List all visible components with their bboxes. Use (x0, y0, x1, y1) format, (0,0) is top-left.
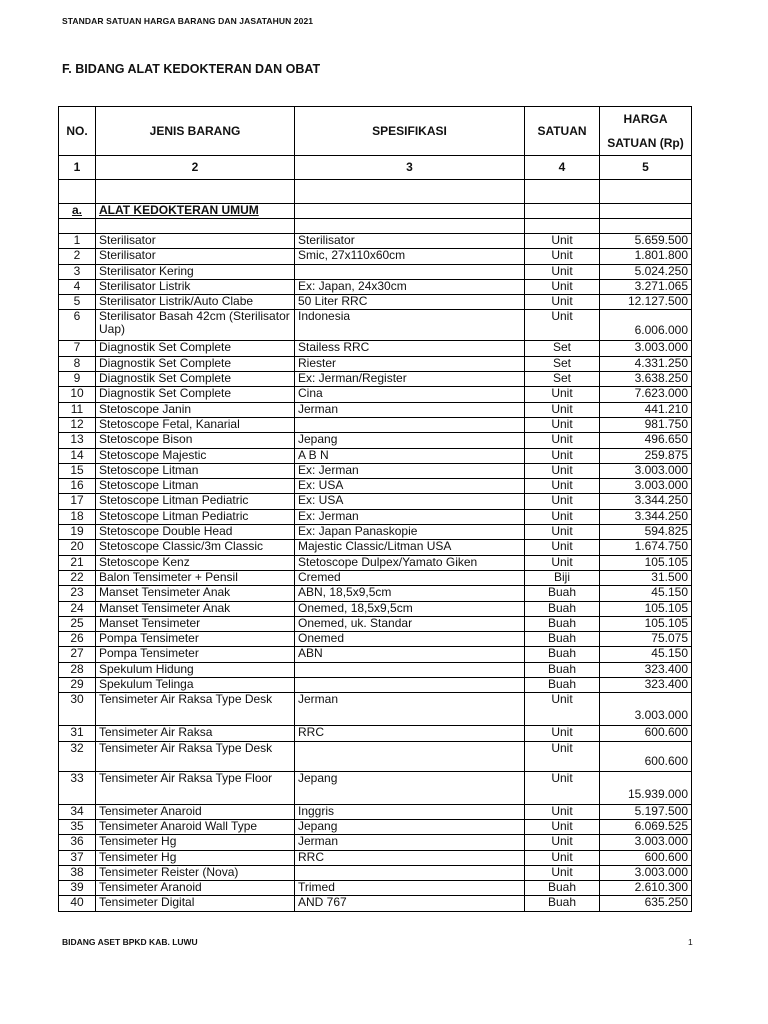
item-harga: 3.003.000 (600, 341, 692, 356)
item-jenis: Stetoscope Litman Pediatric (96, 494, 295, 509)
item-no: 24 (59, 601, 96, 616)
item-no: 4 (59, 279, 96, 294)
item-no: 8 (59, 356, 96, 371)
col-header-no: NO. (59, 107, 96, 156)
table-row (59, 463, 692, 478)
table-row (59, 741, 692, 771)
item-jenis: Sterilisator Basah 42cm (Sterilisator Uap) (96, 310, 295, 341)
item-no: 35 (59, 819, 96, 834)
item-spesifikasi: AND 767 (295, 896, 525, 911)
item-jenis: Stetoscope Janin (96, 402, 295, 417)
item-harga: 105.105 (600, 601, 692, 616)
item-no: 6 (59, 310, 96, 341)
col-header-jenis: JENIS BARANG (96, 107, 295, 156)
item-harga: 5.197.500 (600, 804, 692, 819)
item-harga: 3.003.000 (600, 693, 692, 726)
item-spesifikasi: Majestic Classic/Litman USA (295, 540, 525, 555)
item-harga: 1.674.750 (600, 540, 692, 555)
table-row (59, 616, 692, 631)
table-row (59, 662, 692, 677)
item-harga: 600.600 (600, 726, 692, 741)
item-harga: 45.150 (600, 647, 692, 662)
item-jenis: Diagnostik Set Complete (96, 356, 295, 371)
col-number: 4 (525, 156, 600, 180)
item-satuan: Unit (525, 726, 600, 741)
table-row (59, 804, 692, 819)
item-no: 17 (59, 494, 96, 509)
table-row (59, 341, 692, 356)
item-jenis: Stetoscope Kenz (96, 555, 295, 570)
item-jenis: Stetoscope Litman (96, 479, 295, 494)
table-row (59, 264, 692, 279)
item-no: 10 (59, 387, 96, 402)
item-spesifikasi: Ex: Japan, 24x30cm (295, 279, 525, 294)
item-jenis: Manset Tensimeter (96, 616, 295, 631)
item-jenis: Sterilisator Listrik (96, 279, 295, 294)
item-spesifikasi (295, 662, 525, 677)
item-satuan: Unit (525, 819, 600, 834)
item-satuan: Unit (525, 295, 600, 310)
table-row (59, 402, 692, 417)
item-spesifikasi: ABN (295, 647, 525, 662)
item-harga: 5.024.250 (600, 264, 692, 279)
item-spesifikasi: A B N (295, 448, 525, 463)
item-no: 36 (59, 835, 96, 850)
item-satuan: Buah (525, 662, 600, 677)
item-spesifikasi: Jerman (295, 835, 525, 850)
table-row (59, 850, 692, 865)
col-header-harga (600, 107, 692, 156)
item-harga: 15.939.000 (600, 771, 692, 804)
table-row (59, 570, 692, 585)
item-satuan: Buah (525, 601, 600, 616)
item-satuan: Buah (525, 896, 600, 911)
item-satuan: Unit (525, 741, 600, 771)
item-jenis: Tensimeter Air Raksa (96, 726, 295, 741)
item-satuan: Unit (525, 540, 600, 555)
table-row (59, 310, 692, 341)
item-harga: 31.500 (600, 570, 692, 585)
col-header-spesifikasi: SPESIFIKASI (295, 107, 525, 156)
item-spesifikasi: Ex: Jerman (295, 509, 525, 524)
item-jenis: Tensimeter Hg (96, 835, 295, 850)
price-table (58, 106, 692, 912)
spacer-row (59, 219, 692, 234)
col-header-satuan: SATUAN (525, 107, 600, 156)
item-jenis: Tensimeter Air Raksa Type Desk (96, 741, 295, 771)
item-satuan: Unit (525, 249, 600, 264)
item-harga: 2.610.300 (600, 881, 692, 896)
item-no: 19 (59, 525, 96, 540)
item-satuan: Set (525, 341, 600, 356)
item-no: 34 (59, 804, 96, 819)
item-no: 16 (59, 479, 96, 494)
item-jenis: Sterilisator (96, 234, 295, 249)
table-row (59, 647, 692, 662)
table-row (59, 234, 692, 249)
item-no: 3 (59, 264, 96, 279)
table-row (59, 372, 692, 387)
item-harga: 600.600 (600, 850, 692, 865)
item-spesifikasi: Indonesia (295, 310, 525, 341)
item-spesifikasi: Jerman (295, 402, 525, 417)
item-satuan: Buah (525, 647, 600, 662)
item-satuan: Unit (525, 693, 600, 726)
item-harga: 259.875 (600, 448, 692, 463)
item-satuan: Unit (525, 865, 600, 880)
item-no: 2 (59, 249, 96, 264)
item-spesifikasi: Onemed, uk. Standar (295, 616, 525, 631)
item-spesifikasi: Cina (295, 387, 525, 402)
item-no: 22 (59, 570, 96, 585)
item-satuan: Unit (525, 804, 600, 819)
table-row (59, 417, 692, 432)
item-no: 38 (59, 865, 96, 880)
item-satuan: Unit (525, 264, 600, 279)
item-spesifikasi: Onemed (295, 632, 525, 647)
table-row (59, 678, 692, 693)
item-satuan: Buah (525, 586, 600, 601)
item-spesifikasi (295, 678, 525, 693)
item-spesifikasi: Stailess RRC (295, 341, 525, 356)
item-jenis: Pompa Tensimeter (96, 647, 295, 662)
table-row (59, 726, 692, 741)
item-jenis: Stetoscope Litman (96, 463, 295, 478)
item-no: 15 (59, 463, 96, 478)
item-jenis: Spekulum Telinga (96, 678, 295, 693)
table-row (59, 819, 692, 834)
item-harga: 6.006.000 (600, 310, 692, 341)
item-no: 14 (59, 448, 96, 463)
item-harga: 594.825 (600, 525, 692, 540)
item-satuan: Unit (525, 387, 600, 402)
item-harga: 323.400 (600, 662, 692, 677)
item-spesifikasi: RRC (295, 850, 525, 865)
item-spesifikasi (295, 264, 525, 279)
item-jenis: Manset Tensimeter Anak (96, 601, 295, 616)
item-jenis: Manset Tensimeter Anak (96, 586, 295, 601)
item-harga: 6.069.525 (600, 819, 692, 834)
item-harga: 75.075 (600, 632, 692, 647)
col-number: 1 (59, 156, 96, 180)
item-jenis: Balon Tensimeter + Pensil (96, 570, 295, 585)
item-satuan: Unit (525, 494, 600, 509)
item-spesifikasi: Ex: Jerman (295, 463, 525, 478)
column-number-row (59, 156, 692, 180)
item-satuan: Unit (525, 234, 600, 249)
table-row (59, 771, 692, 804)
item-jenis: Stetoscope Majestic (96, 448, 295, 463)
item-satuan: Buah (525, 881, 600, 896)
item-no: 20 (59, 540, 96, 555)
item-harga: 7.623.000 (600, 387, 692, 402)
item-spesifikasi: Jerman (295, 693, 525, 726)
table-row (59, 249, 692, 264)
item-no: 29 (59, 678, 96, 693)
item-harga: 5.659.500 (600, 234, 692, 249)
item-jenis: Tensimeter Air Raksa Type Floor (96, 771, 295, 804)
item-no: 25 (59, 616, 96, 631)
item-satuan: Unit (525, 771, 600, 804)
item-jenis: Tensimeter Air Raksa Type Desk (96, 693, 295, 726)
item-spesifikasi: Ex: Jerman/Register (295, 372, 525, 387)
table-row (59, 509, 692, 524)
table-row (59, 279, 692, 294)
item-satuan: Unit (525, 310, 600, 341)
item-satuan: Set (525, 356, 600, 371)
col-number: 3 (295, 156, 525, 180)
item-no: 30 (59, 693, 96, 726)
table-row (59, 896, 692, 911)
item-no: 26 (59, 632, 96, 647)
item-jenis: Pompa Tensimeter (96, 632, 295, 647)
item-jenis: Stetoscope Bison (96, 433, 295, 448)
item-satuan: Unit (525, 509, 600, 524)
item-harga: 3.003.000 (600, 865, 692, 880)
item-spesifikasi: Ex: USA (295, 494, 525, 509)
item-satuan: Unit (525, 835, 600, 850)
item-no: 27 (59, 647, 96, 662)
item-harga: 12.127.500 (600, 295, 692, 310)
item-jenis: Stetoscope Fetal, Kanarial (96, 417, 295, 432)
item-spesifikasi (295, 741, 525, 771)
item-spesifikasi: RRC (295, 726, 525, 741)
item-harga: 3.003.000 (600, 479, 692, 494)
item-spesifikasi: Stetoscope Dulpex/Yamato Giken (295, 555, 525, 570)
item-satuan: Unit (525, 479, 600, 494)
item-harga: 3.003.000 (600, 463, 692, 478)
col-number: 5 (600, 156, 692, 180)
col-number: 2 (96, 156, 295, 180)
item-spesifikasi: Jepang (295, 433, 525, 448)
item-jenis: Tensimeter Hg (96, 850, 295, 865)
item-spesifikasi: Onemed, 18,5x9,5cm (295, 601, 525, 616)
table-row (59, 881, 692, 896)
item-satuan: Buah (525, 632, 600, 647)
item-spesifikasi (295, 417, 525, 432)
item-harga: 441.210 (600, 402, 692, 417)
item-satuan: Unit (525, 279, 600, 294)
item-no: 23 (59, 586, 96, 601)
item-no: 37 (59, 850, 96, 865)
item-jenis: Tensimeter Digital (96, 896, 295, 911)
item-harga: 105.105 (600, 616, 692, 631)
col-header-harga-line1: HARGA (623, 112, 668, 126)
category-label: ALAT KEDOKTERAN UMUM (96, 204, 295, 219)
table-row (59, 525, 692, 540)
item-jenis: Tensimeter Anaroid (96, 804, 295, 819)
item-jenis: Tensimeter Aranoid (96, 881, 295, 896)
category-code: a. (59, 204, 96, 219)
table-row (59, 356, 692, 371)
item-harga: 3.271.065 (600, 279, 692, 294)
item-satuan: Set (525, 372, 600, 387)
item-no: 31 (59, 726, 96, 741)
table-row (59, 433, 692, 448)
item-jenis: Diagnostik Set Complete (96, 372, 295, 387)
item-jenis: Diagnostik Set Complete (96, 387, 295, 402)
item-jenis: Stetoscope Double Head (96, 525, 295, 540)
table-row (59, 540, 692, 555)
item-jenis: Stetoscope Litman Pediatric (96, 509, 295, 524)
table-row (59, 387, 692, 402)
item-spesifikasi: 50 Liter RRC (295, 295, 525, 310)
item-harga: 4.331.250 (600, 356, 692, 371)
item-jenis: Sterilisator (96, 249, 295, 264)
table-row (59, 693, 692, 726)
item-satuan: Unit (525, 433, 600, 448)
item-harga: 600.600 (600, 741, 692, 771)
item-spesifikasi: ABN, 18,5x9,5cm (295, 586, 525, 601)
item-harga: 3.344.250 (600, 494, 692, 509)
item-satuan: Unit (525, 555, 600, 570)
table-row (59, 601, 692, 616)
table-row (59, 295, 692, 310)
item-no: 7 (59, 341, 96, 356)
item-spesifikasi: Sterilisator (295, 234, 525, 249)
item-harga: 496.650 (600, 433, 692, 448)
item-harga: 3.638.250 (600, 372, 692, 387)
item-no: 1 (59, 234, 96, 249)
item-satuan: Unit (525, 417, 600, 432)
table-row (59, 479, 692, 494)
item-satuan: Unit (525, 525, 600, 540)
item-satuan: Buah (525, 616, 600, 631)
item-no: 39 (59, 881, 96, 896)
item-spesifikasi: Jepang (295, 771, 525, 804)
item-spesifikasi (295, 865, 525, 880)
item-no: 9 (59, 372, 96, 387)
item-no: 12 (59, 417, 96, 432)
item-harga: 45.150 (600, 586, 692, 601)
item-satuan: Unit (525, 850, 600, 865)
item-jenis: Diagnostik Set Complete (96, 341, 295, 356)
item-spesifikasi: Smic, 27x110x60cm (295, 249, 525, 264)
table-row (59, 555, 692, 570)
item-spesifikasi: Cremed (295, 570, 525, 585)
footer-org: BIDANG ASET BPKD KAB. LUWU (62, 937, 198, 947)
item-satuan: Unit (525, 448, 600, 463)
item-harga: 105.105 (600, 555, 692, 570)
item-spesifikasi: Trimed (295, 881, 525, 896)
item-jenis: Spekulum Hidung (96, 662, 295, 677)
page-number: 1 (688, 937, 693, 947)
document-header: STANDAR SATUAN HARGA BARANG DAN JASATAHUN 2021 (62, 16, 314, 26)
table-body (59, 180, 692, 912)
item-no: 13 (59, 433, 96, 448)
table-header-row (59, 107, 692, 156)
col-header-harga-line2: SATUAN (Rp) (607, 136, 684, 150)
table-row (59, 448, 692, 463)
item-no: 18 (59, 509, 96, 524)
item-jenis: Tensimeter Anaroid Wall Type (96, 819, 295, 834)
item-satuan: Unit (525, 402, 600, 417)
item-harga: 981.750 (600, 417, 692, 432)
item-harga: 3.344.250 (600, 509, 692, 524)
item-harga: 3.003.000 (600, 835, 692, 850)
item-no: 32 (59, 741, 96, 771)
item-satuan: Buah (525, 678, 600, 693)
item-harga: 1.801.800 (600, 249, 692, 264)
category-row (59, 204, 692, 219)
table-row (59, 865, 692, 880)
section-title: F. BIDANG ALAT KEDOKTERAN DAN OBAT (62, 62, 321, 76)
item-spesifikasi: Inggris (295, 804, 525, 819)
item-spesifikasi: Riester (295, 356, 525, 371)
item-harga: 635.250 (600, 896, 692, 911)
item-no: 28 (59, 662, 96, 677)
item-jenis: Sterilisator Kering (96, 264, 295, 279)
item-spesifikasi: Jepang (295, 819, 525, 834)
item-no: 40 (59, 896, 96, 911)
table-row (59, 632, 692, 647)
table-row (59, 494, 692, 509)
item-satuan: Biji (525, 570, 600, 585)
item-satuan: Unit (525, 463, 600, 478)
item-no: 5 (59, 295, 96, 310)
table-row (59, 586, 692, 601)
item-jenis: Sterilisator Listrik/Auto Clabe (96, 295, 295, 310)
item-jenis: Stetoscope Classic/3m Classic (96, 540, 295, 555)
item-harga: 323.400 (600, 678, 692, 693)
spacer-row (59, 180, 692, 204)
item-no: 21 (59, 555, 96, 570)
item-no: 11 (59, 402, 96, 417)
table-row (59, 835, 692, 850)
item-spesifikasi: Ex: USA (295, 479, 525, 494)
item-jenis: Tensimeter Reister (Nova) (96, 865, 295, 880)
item-no: 33 (59, 771, 96, 804)
item-spesifikasi: Ex: Japan Panaskopie (295, 525, 525, 540)
